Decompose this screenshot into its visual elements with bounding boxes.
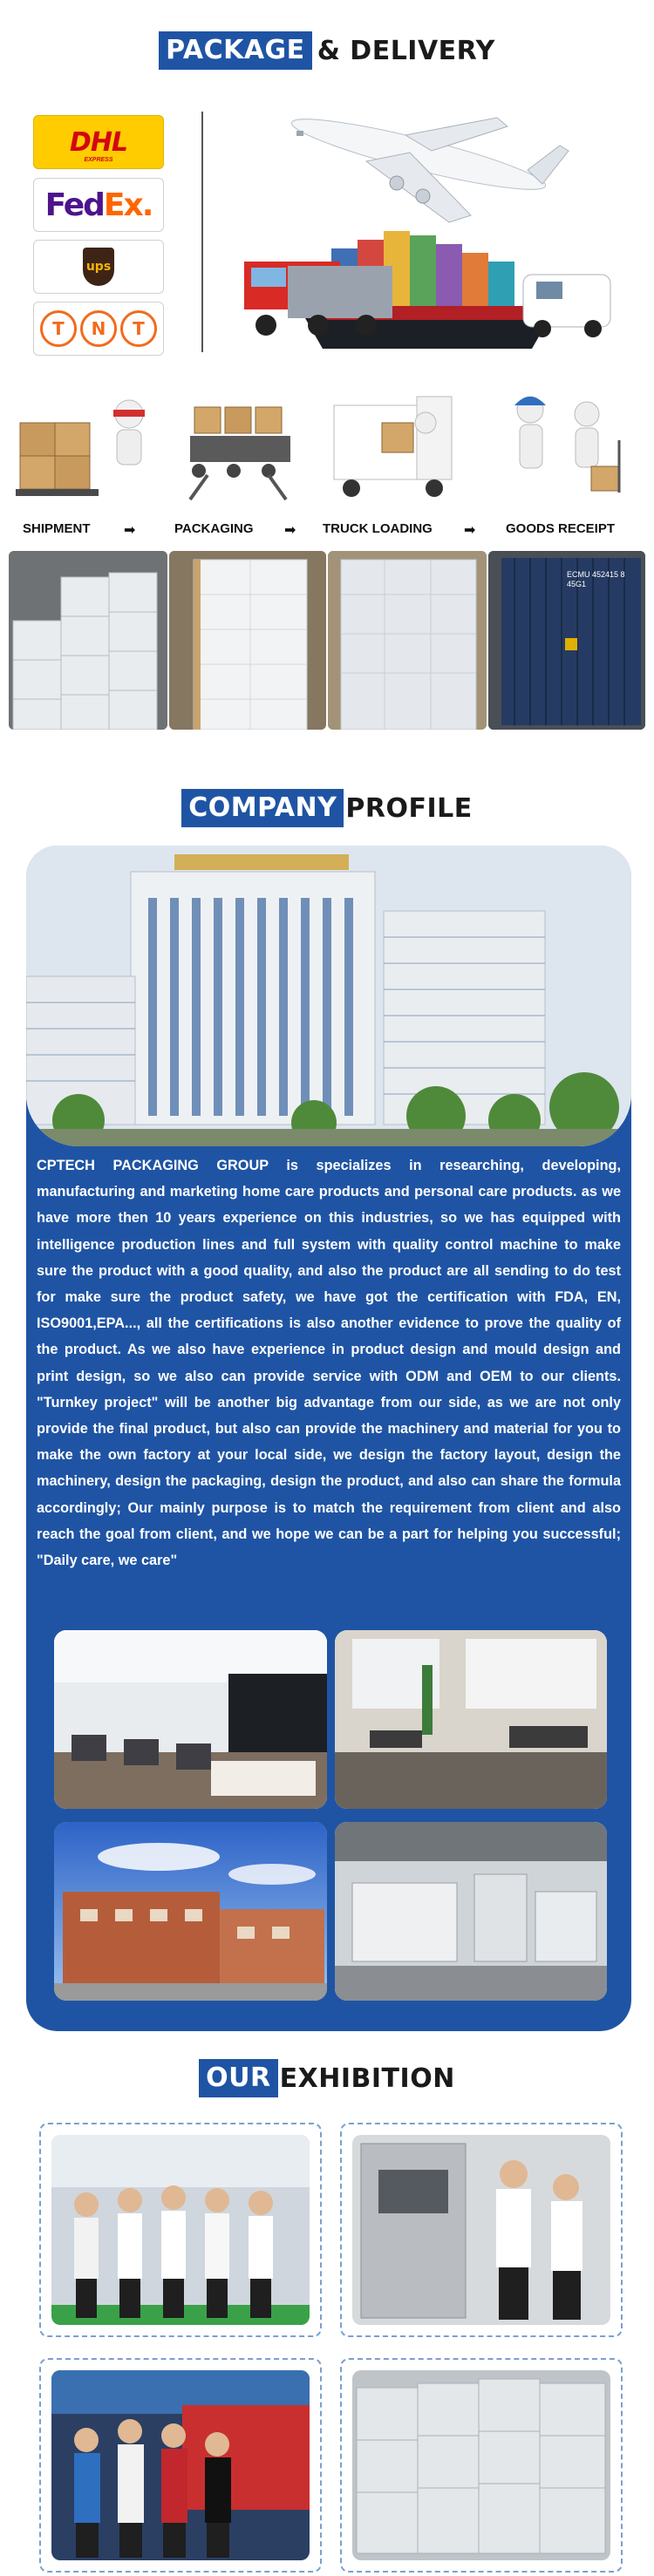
title-rest: EXHIBITION	[279, 2063, 455, 2094]
company-description: CPTECH PACKAGING GROUP is specializes in researching, developing, manufacturing and marketing home care products and personal care products. as we have more then 10 years experience on this industries, so we has equipped with intelligence production lines and full system with quality control machine to make sure the product with a good quality, and also the product are all sending to do test for make sure the product safety, we have got the certification with FDA, EN, ISO9001,EPA..., all the certifications is also another evidence to prove the quality of the product. As we also have experience in product design and mould design and print design, so we also can provide service with ODM and OEM to our clients. "Turnkey project" will be another big advantage from our side, as we are not only provide the final product, but also can provide the machinery and material for you to make the own factory at your local side, we design the factory layout, design the machinery, design the packaging, design the product, and also can share the formula accordingly; Our mainly purpose is to match the requirement from client and also reach the goal from client, and we hope we can be a part for helping you successful; "Daily care, we care"	[37, 1158, 621, 1569]
warehouse-photo-1	[9, 551, 167, 730]
step-label-goods-receipt: GOODS RECEIPT	[506, 521, 616, 536]
title-rest: PROFILE	[345, 792, 473, 824]
tnt-letter: T	[40, 310, 77, 347]
fedex-fe: Fed	[44, 187, 104, 223]
tnt-logo	[33, 302, 164, 356]
arrow-right-icon: ➡	[124, 523, 136, 538]
tnt-letter: T	[120, 310, 157, 347]
title-highlight: COMPANY	[181, 789, 344, 827]
factory-interior-photo	[335, 1822, 607, 2001]
shipment-illustration	[16, 388, 155, 501]
step-label-packaging: PACKAGING	[174, 521, 254, 536]
exhibition-photo-4	[340, 2358, 623, 2573]
exhibition-photo-3	[39, 2358, 322, 2573]
title-highlight: OUR	[199, 2059, 277, 2097]
warehouse-photo-2	[169, 551, 326, 730]
truck-loading-illustration	[330, 388, 469, 501]
truck-icon	[244, 262, 392, 336]
fedex-ex: Ex	[103, 187, 142, 223]
title-highlight: PACKAGE	[159, 31, 312, 70]
fedex-logo	[33, 178, 164, 232]
factory-exterior-photo	[54, 1822, 327, 2001]
tnt-letter: N	[80, 310, 117, 347]
airplane-icon	[288, 107, 569, 222]
logo-divider	[201, 112, 203, 352]
ups-shield-icon	[83, 248, 114, 286]
arrow-right-icon: ➡	[284, 523, 296, 538]
office-photo-1	[54, 1630, 327, 1809]
title-rest: & DELIVERY	[317, 35, 495, 66]
packaging-illustration	[173, 388, 312, 501]
goods-receipt-illustration	[495, 388, 635, 501]
fedex-period: .	[141, 187, 153, 223]
container-code: ECMU 452415 8 45G1	[567, 570, 625, 588]
dhl-logo-sub: EXPRESS	[84, 157, 113, 163]
step-label-shipment: SHIPMENT	[23, 521, 91, 536]
company-building-photo	[26, 846, 631, 1146]
company-profile-title	[0, 789, 654, 827]
package-delivery-title	[0, 31, 654, 70]
ups-logo	[33, 240, 164, 294]
arrow-right-icon: ➡	[464, 523, 476, 538]
van-icon	[523, 275, 610, 337]
transport-illustration	[235, 100, 623, 362]
dhl-logo	[33, 115, 164, 169]
exhibition-photo-2	[340, 2123, 623, 2337]
dhl-logo-text: DHL	[69, 126, 128, 158]
exhibition-photo-1	[39, 2123, 322, 2337]
step-label-truck-loading: TRUCK LOADING	[323, 521, 433, 536]
container-photo	[488, 551, 645, 730]
ups-text: ups	[85, 260, 112, 274]
warehouse-photo-3	[328, 551, 487, 730]
office-photo-2	[335, 1630, 607, 1809]
exhibition-title	[0, 2059, 654, 2097]
